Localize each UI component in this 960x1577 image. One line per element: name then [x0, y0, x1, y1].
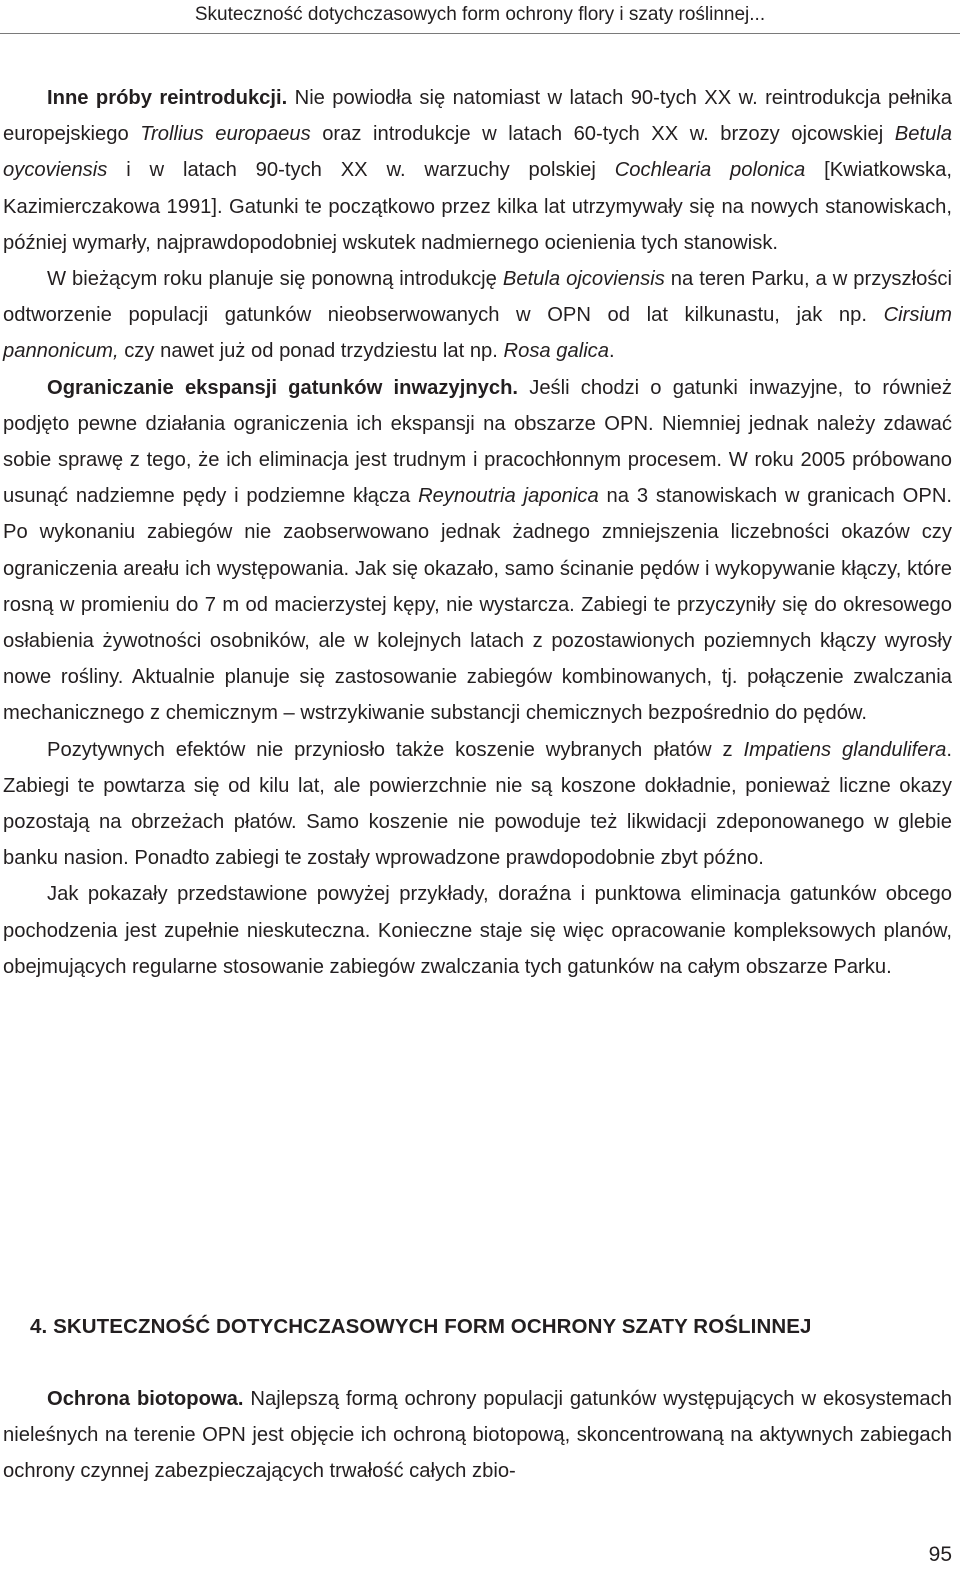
species-name: Rosa galica — [503, 340, 609, 363]
text-run: [Kwiatkowska, Kazimierczakowa 1991]. Gatunki te początkowo przez kilka lat utrzymywały się na nowych stanowiskach, później wymarły, najprawdopodobniej wskutek nadmiernego ocienienia tych stanowisk. — [3, 159, 952, 254]
paragraph-mowing — [3, 732, 952, 877]
run-in-heading: Inne próby reintrodukcji. — [47, 87, 288, 109]
text-run: Nie powiodła się natomiast w latach 90-tych XX w. reintrodukcja pełnika europejskiego — [3, 87, 953, 146]
paragraph-invasive-species — [3, 370, 952, 732]
paragraph-biotope-protection — [3, 1381, 952, 1490]
text-run: . — [609, 340, 615, 363]
text-run: Najlepszą formą ochrony populacji gatunków występujących w ekosystemach nieleśnych na terenie OPN jest objęcie ich ochroną biotopową, skoncentrowaną na aktywnych zabiegach ochrony czynnej zabezpieczających trwałość całych zbio- — [3, 1388, 952, 1483]
text-run: Jak pokazały przedstawione powyżej przykłady, doraźna i punktowa eliminacja gatunków obcego pochodzenia jest zupełnie nieskuteczna. Konieczne staje się więc opracowanie kompleksowych planów, obejmujących regularne stosowanie zabiegów zwalczania tych gatunków na całym obszarze Parku. — [3, 883, 952, 978]
main-text — [3, 80, 952, 985]
species-name: Cirsium pannonicum, — [3, 304, 952, 363]
page-number: 95 — [928, 1543, 952, 1566]
species-name: Betula oycoviensis — [3, 123, 953, 182]
species-name: Reynoutria japonica — [418, 485, 599, 508]
paragraph-conclusion — [3, 876, 952, 985]
paragraph-reintroduction — [3, 80, 952, 261]
text-run: . Zabiegi te powtarza się od kilu lat, ale powierzchnie nie są koszone dokładnie, ponieważ liczne okazy pozostają na obrzeżach płatów. Samo koszenie nie powoduje też likwidacji zdeponowanego w glebie banku nasion. Ponadto zabiegi te zostały wprowadzone prawdopodobnie zbyt późno. — [3, 738, 952, 870]
species-name: Cochlearia polonica — [614, 159, 806, 182]
text-run: Pozytywnych efektów nie przyniosło także koszenie wybranych płatów z — [47, 738, 744, 761]
paragraph-future-introduction — [3, 261, 952, 370]
header-rule — [0, 33, 960, 34]
section-heading: 4. SKUTECZNOŚĆ DOTYCHCZASOWYCH FORM OCHRONY SZATY ROŚLINNEJ — [30, 1315, 812, 1338]
species-name: Trollius europaeus — [140, 123, 311, 146]
running-header: Skuteczność dotychczasowych form ochrony flory i szaty roślinnej... — [194, 4, 766, 25]
text-run: na teren Parku, a w przyszłości odtworzenie populacji gatunków nieobserwowanych w OPN od lat kilkunastu, jak np. — [3, 268, 952, 327]
species-name: Impatiens glandulifera — [743, 738, 947, 761]
text-run: W bieżącym roku planuje się ponowną introdukcję — [47, 268, 503, 291]
text-run: oraz introdukcje w latach 60-tych XX w. brzozy ojcowskiej — [310, 123, 895, 146]
text-run: na 3 stanowiskach w granicach OPN. Po wykonaniu zabiegów nie zaobserwowano jednak żadnego zmniejszenia liczebności okazów czy ograniczenia areału ich występowania. Jak się okazało, samo ścinanie pędów i wykopywanie kłączy, które rosną w promieniu do 7 m od macierzystej kępy, nie wystarcza. Zabiegi te przyczyniły się do okresowego osłabienia żywotności osobników, ale w kolejnych latach z pozostawionych poziemnych kłączy wyrosły nowe rośliny. Aktualnie planuje się zastosowanie zabiegów kombinowanych, tj. połączenie zwalczania mechanicznego z chemicznym – wstrzykiwanie substancji chemicznych bezpośrednio do pędów. — [3, 485, 953, 725]
section-text — [3, 1381, 952, 1490]
text-run: i w latach 90-tych XX w. warzuchy polskiej — [107, 159, 615, 182]
species-name: Betula ojcoviensis — [502, 268, 665, 291]
run-in-heading: Ograniczanie ekspansji gatunków inwazyjnych. — [47, 376, 519, 399]
text-run: Jeśli chodzi o gatunki inwazyjne, to również podjęto pewne działania ograniczenia ich ekspansji na obszarze OPN. Niemniej jednak należy zdawać sobie sprawę z tego, że ich eliminacja jest trudnym i pracochłonnym procesem. W roku 2005 próbowano usunąć nadziemne pędy i podziemne kłącza — [3, 376, 952, 508]
run-in-heading: Ochrona biotopowa. — [47, 1388, 244, 1410]
text-run: czy nawet już od ponad trzydziestu lat np. — [118, 340, 504, 363]
